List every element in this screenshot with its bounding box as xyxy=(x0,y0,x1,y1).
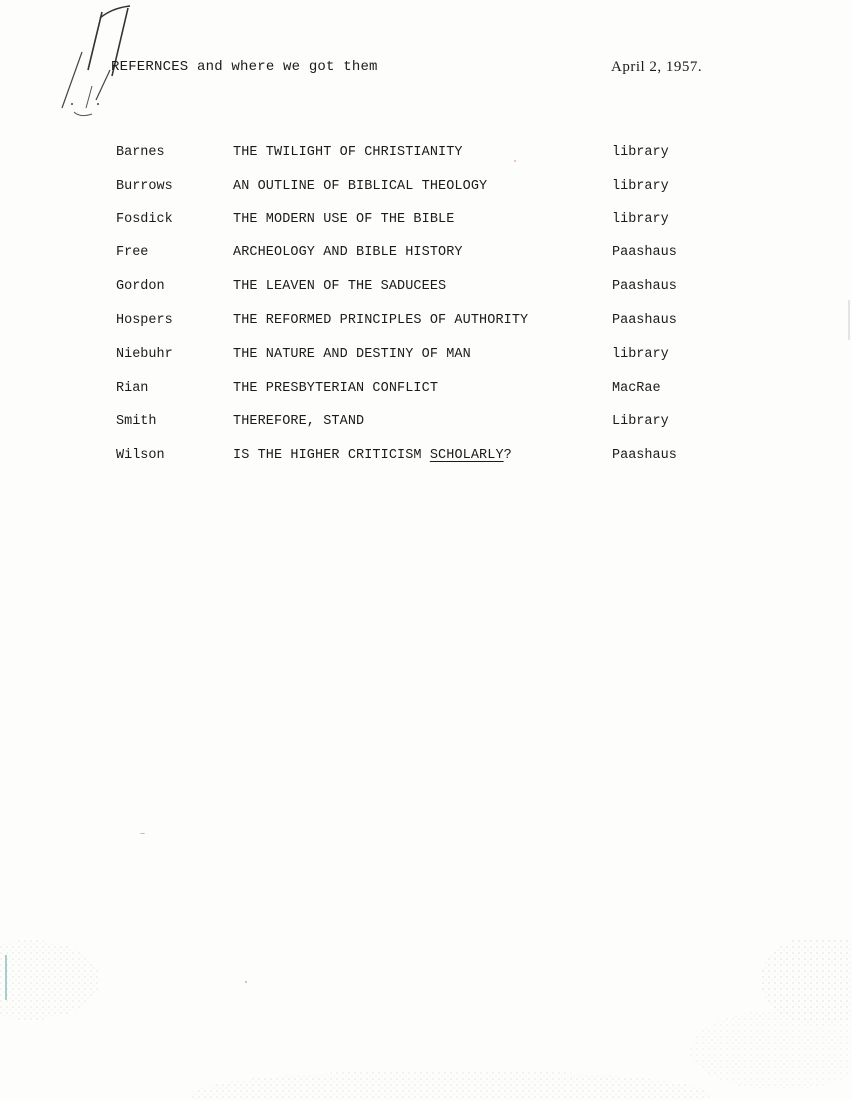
reference-source: Paashaus xyxy=(612,279,677,294)
reference-title: THEREFORE, STAND xyxy=(233,414,365,429)
reference-author: Free xyxy=(116,245,149,260)
reference-author: Hospers xyxy=(116,313,173,328)
table-row xyxy=(0,179,852,199)
reference-source: Paashaus xyxy=(612,245,677,260)
table-row xyxy=(0,414,852,434)
reference-title: THE REFORMED PRINCIPLES OF AUTHORITY xyxy=(233,313,529,328)
table-row xyxy=(0,145,852,165)
reference-author: Fosdick xyxy=(116,212,173,227)
scan-speck xyxy=(140,833,145,834)
reference-source: MacRae xyxy=(612,381,661,396)
reference-source: Library xyxy=(612,414,669,429)
reference-source: Paashaus xyxy=(612,448,677,463)
reference-author: Gordon xyxy=(116,279,165,294)
table-row xyxy=(0,245,852,265)
reference-author: Barnes xyxy=(116,145,165,160)
table-row xyxy=(0,448,852,468)
reference-title: ARCHEOLOGY AND BIBLE HISTORY xyxy=(233,245,463,260)
reference-title: THE MODERN USE OF THE BIBLE xyxy=(233,212,455,227)
reference-title-text: IS THE HIGHER CRITICISM xyxy=(233,448,430,463)
table-row xyxy=(0,212,852,232)
reference-title-emphasis: SCHOLARLY xyxy=(429,448,504,463)
reference-title: THE PRESBYTERIAN CONFLICT xyxy=(233,381,439,396)
scan-speck xyxy=(514,160,516,162)
reference-author: Rian xyxy=(116,381,149,396)
reference-author: Niebuhr xyxy=(116,347,173,362)
reference-title-suffix: ? xyxy=(503,448,512,463)
reference-title: THE LEAVEN OF THE SADUCEES xyxy=(233,279,447,294)
document-date: April 2, 1957. xyxy=(611,59,703,75)
scan-noise xyxy=(0,940,852,1100)
reference-title: THE NATURE AND DESTINY OF MAN xyxy=(233,347,471,362)
reference-author: Burrows xyxy=(116,179,173,194)
reference-source: library xyxy=(612,347,669,362)
reference-author: Wilson xyxy=(116,448,165,463)
reference-source: library xyxy=(612,145,669,160)
table-row xyxy=(0,279,852,299)
reference-author: Smith xyxy=(116,414,157,429)
document-title: REFERNCES and where we got them xyxy=(111,59,378,75)
scan-speck xyxy=(848,300,850,340)
table-row xyxy=(0,381,852,401)
reference-source: library xyxy=(612,212,669,227)
reference-source: library xyxy=(612,179,669,194)
reference-source: Paashaus xyxy=(612,313,677,328)
reference-title: THE TWILIGHT OF CHRISTIANITY xyxy=(233,145,463,160)
reference-title xyxy=(233,448,512,463)
table-row xyxy=(0,347,852,367)
table-row xyxy=(0,313,852,333)
reference-title: AN OUTLINE OF BIBLICAL THEOLOGY xyxy=(233,179,488,194)
